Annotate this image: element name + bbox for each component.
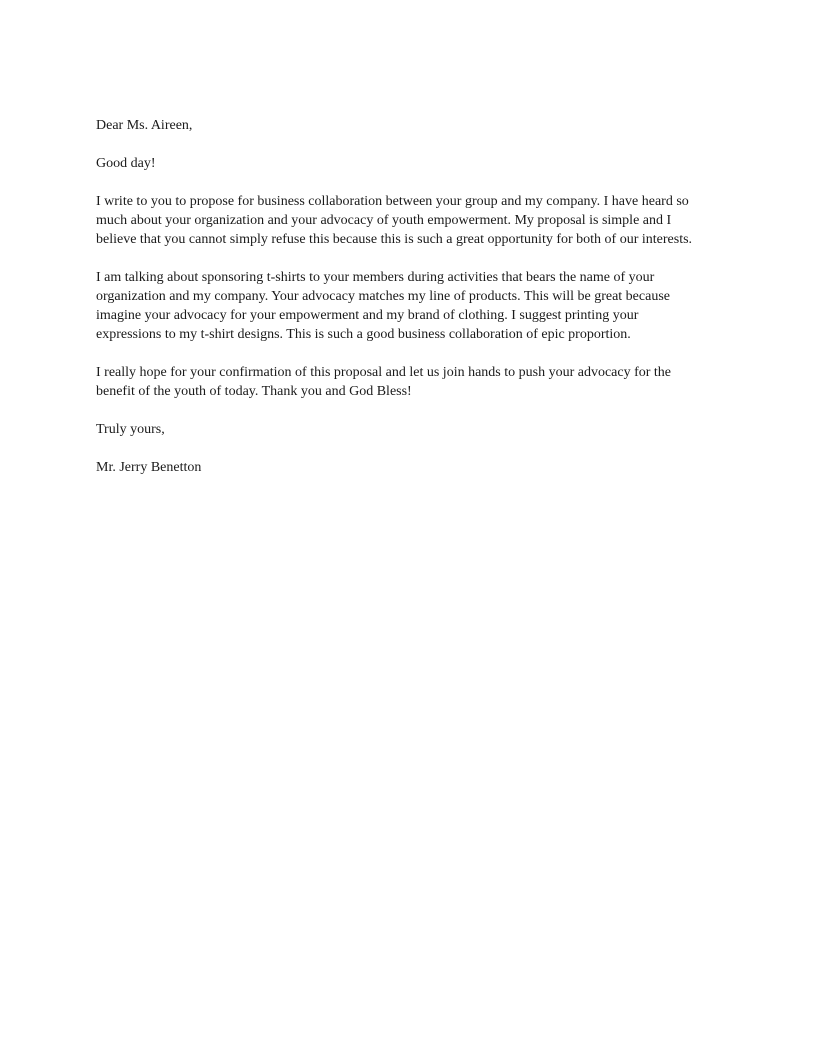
- paragraph-proposal-intro: I write to you to propose for business collaboration between your group and my company. I have heard so much about your organization and your advocacy of youth empowerment. My proposal is simple and I believe that you cannot simply refuse this because this is such a great opportunity for both of our interests.: [96, 194, 693, 247]
- salutation: Dear Ms. Aireen,: [96, 118, 193, 133]
- greeting: Good day!: [96, 156, 156, 171]
- signature: Mr. Jerry Benetton: [96, 460, 202, 475]
- paragraph-sponsorship-details: I am talking about sponsoring t-shirts to your members during activities that bears the name of your organization and my company. Your advocacy matches my line of products. This will be great because imagine your advocacy for your empowerment and my brand of clothing. I suggest printing your expressions to my t-shirt designs. This is such a good business collaboration of epic proportion.: [96, 270, 670, 342]
- letter-body: [96, 116, 736, 496]
- paragraph-closing-request: I really hope for your confirmation of this proposal and let us join hands to push your advocacy for the benefit of the youth of today. Thank you and God Bless!: [96, 365, 672, 399]
- closing: Truly yours,: [96, 422, 165, 437]
